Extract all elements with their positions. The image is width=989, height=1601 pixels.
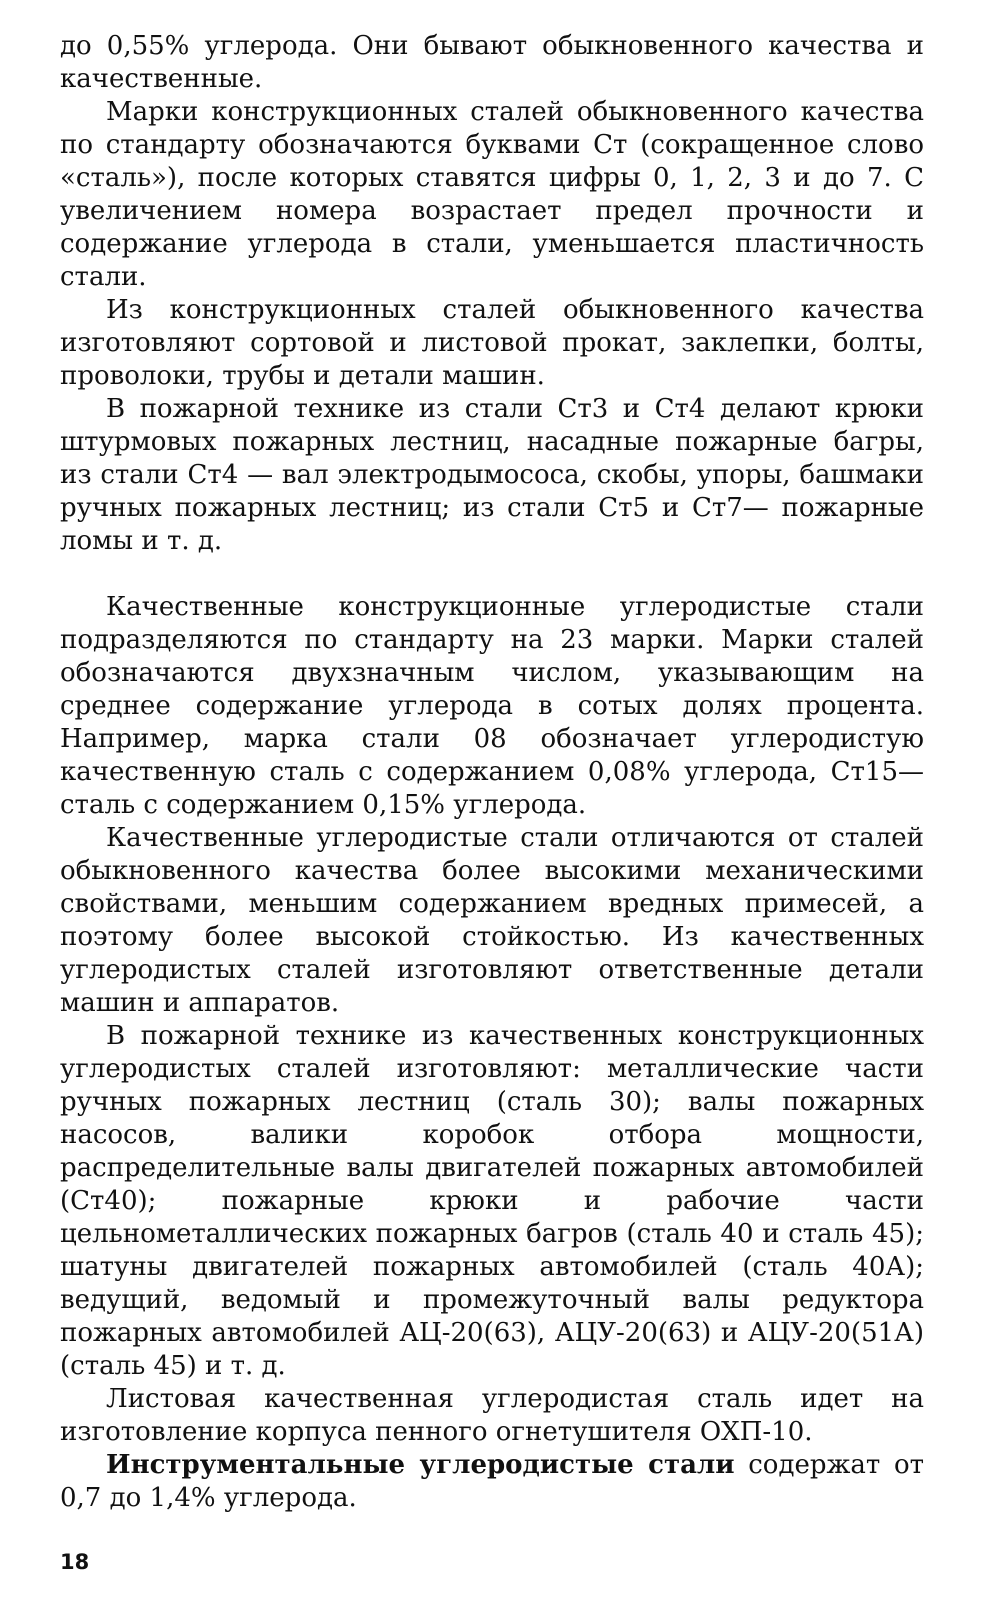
paragraph-5: Качественные конструкционные углеродистые стали подразделяются по стандарту на 23 марки. Марки сталей обозначаются двухзначным числом, указывающим на среднее содержание углерода в сотых долях процента. Например, марка стали 08 обозначает углеродистую качественную сталь с содержанием 0,08% углерода, Ст15—сталь с содержанием 0,15% углерода. xyxy=(60,592,924,820)
paragraph-9 xyxy=(60,1449,924,1515)
paragraph-9-text: содержат от 0,7 до 1,4% углерода. xyxy=(60,1450,925,1513)
document-page xyxy=(60,30,925,1574)
paragraph-3: Из конструкционных сталей обыкновенного качества изготовляют сортовой и листовой прокат, заклепки, болты, проволоки, трубы и детали машин. xyxy=(60,295,924,391)
page-number: 18 xyxy=(60,1550,90,1574)
paragraph-1: до 0,55% углерода. Они бывают обыкновенного качества и качественные. xyxy=(60,31,924,94)
paragraph-2: Марки конструкционных сталей обыкновенного качества по стандарту обозначаются буквами Ст (сокращенное слово «сталь»), после которых ставятся цифры 0, 1, 2, 3 и до 7. С увеличением номера возрастает предел прочности и содержание углерода в стали, уменьшается пластичность стали. xyxy=(60,97,924,292)
paragraph-4: В пожарной технике из стали Ст3 и Ст4 делают крюки штурмовых пожарных лестниц, насадные пожарные багры, из стали Ст4 — вал электродымососа, скобы, упоры, башмаки ручных пожарных лестниц; из стали Ст5 и Ст7— пожарные ломы и т. д. xyxy=(60,394,924,556)
bold-term: Инструментальные углеродистые стали xyxy=(106,1450,735,1480)
paragraph-7: В пожарной технике из качественных конструкционных углеродистых сталей изготовляют: металлические части ручных пожарных лестниц (сталь 30); валы пожарных насосов, валики коробок отбора мощности, распределительные валы двигателей пожарных автомобилей (Ст40); пожарные крюки и рабочие части цельнометаллических пожарных багров (сталь 40 и сталь 45); шатуны двигателей пожарных автомобилей (сталь 40А); ведущий, ведомый и промежуточный валы редуктора пожарных автомобилей АЦ-20(63), АЦУ-20(63) и АЦУ-20(51А) (сталь 45) и т. д. xyxy=(60,1021,924,1381)
paragraph-6: Качественные углеродистые стали отличаются от сталей обыкновенного качества более высокими механическими свойствами, меньшим содержанием вредных примесей, а поэтому более высокой стойкостью. Из качественных углеродистых сталей изготовляют ответственные детали машин и аппаратов. xyxy=(60,823,924,1018)
paragraph-8: Листовая качественная углеродистая сталь идет на изготовление корпуса пенного огнетушителя ОХП-10. xyxy=(60,1384,924,1447)
